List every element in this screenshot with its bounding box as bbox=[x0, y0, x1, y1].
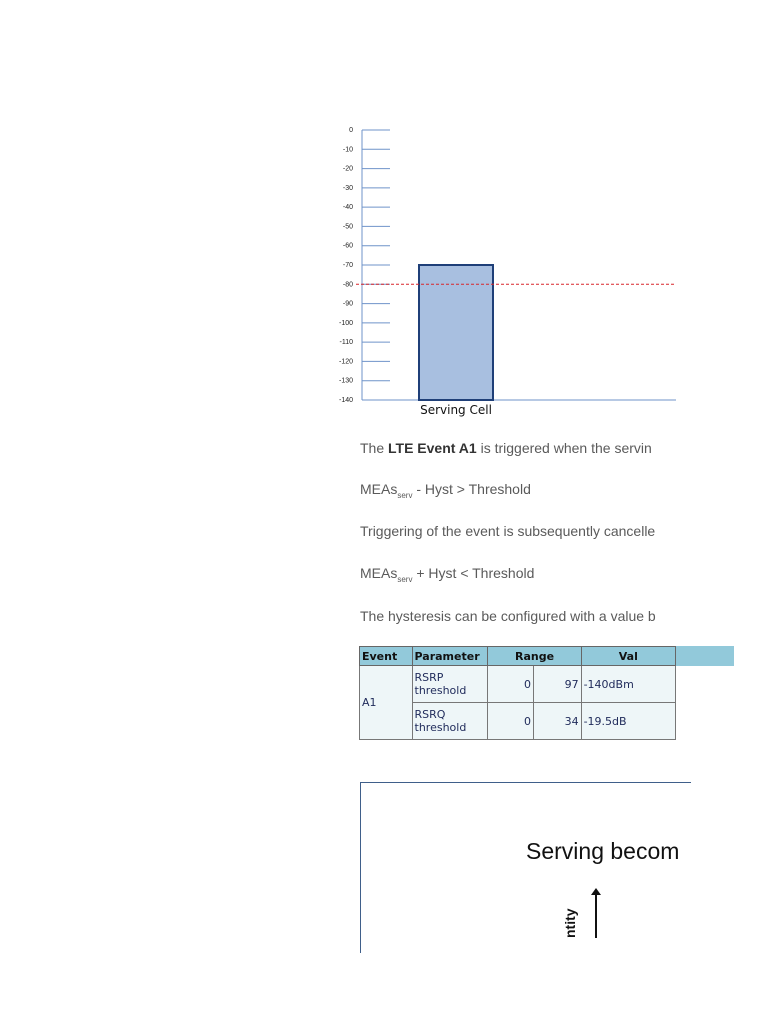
up-arrow-icon bbox=[595, 894, 597, 938]
table-header-overflow bbox=[676, 646, 734, 666]
y-tick-label: 0 bbox=[349, 127, 353, 134]
range-max-cell: 97 bbox=[533, 666, 581, 703]
document-page bbox=[338, 0, 680, 1024]
range-max-cell: 34 bbox=[533, 703, 581, 740]
y-tick-label: -20 bbox=[342, 165, 353, 173]
range-min-cell: 0 bbox=[488, 703, 534, 740]
figure-title: Serving becom bbox=[526, 838, 680, 864]
y-tick-label: -130 bbox=[338, 377, 353, 385]
paragraph-hysteresis bbox=[360, 608, 656, 624]
paragraph-cancel bbox=[360, 523, 655, 539]
param-cell: RSRP threshold bbox=[412, 666, 488, 703]
equation-entering bbox=[360, 481, 531, 500]
value-cell: -19.5dB bbox=[581, 703, 675, 740]
param-cell: RSRQ threshold bbox=[412, 703, 488, 740]
range-min-cell: 0 bbox=[488, 666, 534, 703]
equation-leaving bbox=[360, 565, 534, 584]
y-tick-label: -100 bbox=[338, 319, 353, 327]
y-tick-label: -90 bbox=[342, 300, 353, 308]
parameter-table bbox=[359, 646, 676, 740]
eq2-post-text: + Hyst < Threshold bbox=[412, 565, 535, 581]
p2-text: Triggering of the event is subsequently cancelle bbox=[360, 523, 656, 539]
eq1-main-text: MEAs bbox=[360, 481, 398, 497]
p3-text: The hysteresis can be configured with a value b bbox=[360, 608, 656, 624]
header-value: Val bbox=[581, 647, 675, 666]
figure-axis-label: ntity bbox=[562, 908, 578, 938]
x-category-label: Serving Cell bbox=[420, 403, 492, 417]
y-tick-label: -40 bbox=[342, 204, 353, 212]
y-tick-label: -110 bbox=[339, 339, 353, 347]
bar-serving-cell bbox=[419, 265, 493, 400]
y-tick-label: -80 bbox=[342, 281, 353, 289]
eq1-post-text: - Hyst > Threshold bbox=[412, 481, 531, 497]
y-tick-label: -120 bbox=[338, 358, 353, 366]
eq1-subscript: serv bbox=[397, 490, 413, 500]
header-range: Range bbox=[488, 647, 581, 666]
p1-bold-text: LTE Event A1 bbox=[388, 440, 477, 456]
header-parameter: Parameter bbox=[412, 647, 488, 666]
y-tick-label: -30 bbox=[342, 184, 353, 192]
eq2-main-text: MEAs bbox=[360, 565, 398, 581]
event-cell: A1 bbox=[360, 666, 413, 740]
y-tick-label: -50 bbox=[342, 223, 353, 231]
table-row bbox=[360, 666, 676, 703]
value-cell: -140dBm bbox=[581, 666, 675, 703]
paragraph-event-a1 bbox=[360, 440, 652, 456]
y-tick-label: -140 bbox=[338, 397, 353, 404]
header-event: Event bbox=[360, 647, 413, 666]
eq2-subscript: serv bbox=[397, 574, 413, 584]
p1-pre-text: The bbox=[360, 440, 389, 456]
y-tick-label: -10 bbox=[342, 146, 353, 154]
rsrp-bar-chart bbox=[338, 120, 676, 420]
y-tick-label: -60 bbox=[342, 242, 353, 250]
y-tick-label: -70 bbox=[342, 262, 353, 269]
p1-post-text: is triggered when the servin bbox=[476, 440, 652, 456]
figure-frame bbox=[360, 782, 691, 953]
table-header-row bbox=[360, 647, 676, 666]
